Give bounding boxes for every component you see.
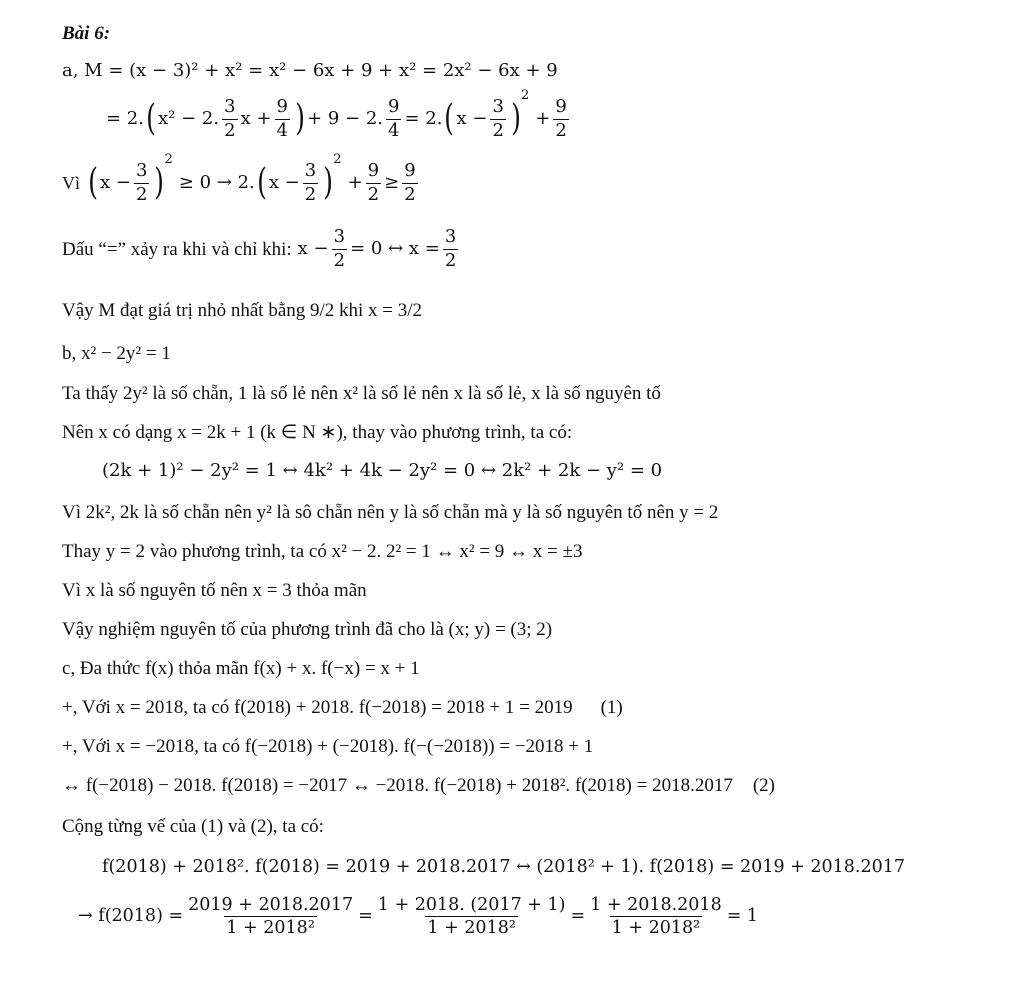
denominator: 2 xyxy=(304,183,317,205)
part-b-line-2: Ta thấy 2y² là số chẵn, 1 là số lẻ nên x² là số lẻ nên x là số lẻ, x là số nguyên tố xyxy=(62,383,661,404)
fraction xyxy=(366,162,381,205)
fraction xyxy=(186,896,355,938)
text: ≥ xyxy=(384,172,400,194)
denominator: 2 xyxy=(224,119,236,141)
numerator: 1 + 2018. (2017 + 1) xyxy=(377,895,566,915)
numerator: 9 xyxy=(367,160,380,181)
denominator: 2 xyxy=(333,249,346,271)
open-paren: ( xyxy=(256,162,267,204)
close-paren: ) xyxy=(511,98,521,140)
fraction xyxy=(588,896,724,938)
equation-tag-1: (1) xyxy=(600,697,623,718)
part-b-line-5: Vì 2k², 2k là số chẵn nên y² là sô chẵn nên y là số chẵn mà y là số nguyên tố nên y = 2 xyxy=(62,502,719,523)
part-a-line-2 xyxy=(106,87,572,141)
part-b-line-7: Vì x là số nguyên tố nên x = 3 thỏa mãn xyxy=(62,580,367,601)
text: = 2. xyxy=(106,108,144,130)
text: x − xyxy=(456,108,488,130)
fraction xyxy=(386,98,401,141)
close-paren: ) xyxy=(323,162,334,204)
numerator: 3 xyxy=(304,160,317,181)
equation-tag-2: (2) xyxy=(752,775,776,796)
denominator: 1 + 2018² xyxy=(226,918,315,939)
open-paren: ( xyxy=(146,98,156,140)
text: x − xyxy=(100,172,132,194)
part-c-line-5: Cộng từng vế của (1) và (2), ta có: xyxy=(62,816,324,837)
fraction xyxy=(275,98,290,141)
text: = 0 ↔ x = xyxy=(350,238,440,260)
exponent: 2 xyxy=(164,151,173,167)
close-paren: ) xyxy=(154,162,165,204)
text: + 9 − 2. xyxy=(307,108,383,130)
part-b-line-3: Nên x có dạng x = 2k + 1 (k ∈ N ∗), thay vào phương trình, ta có: xyxy=(62,422,573,443)
denominator: 4 xyxy=(276,119,288,141)
part-c-line-2 xyxy=(62,698,623,717)
part-c-final xyxy=(78,896,758,938)
denominator: 2 xyxy=(444,249,457,271)
numerator: 3 xyxy=(444,226,457,247)
numerator: 3 xyxy=(492,96,504,117)
fraction xyxy=(303,162,318,205)
exercise-title: Bài 6: xyxy=(62,23,111,44)
denominator: 2 xyxy=(555,119,567,141)
numerator: 3 xyxy=(136,160,148,181)
text: Dấu “=” xảy ra khi và chỉ khi: xyxy=(62,238,292,260)
fraction xyxy=(443,228,458,271)
part-c-line-3: +, Với x = −2018, ta có f(−2018) + (−2018). f(−(−2018)) = −2018 + 1 xyxy=(62,736,594,757)
numerator: 3 xyxy=(333,226,346,247)
fraction xyxy=(490,98,505,141)
text: ≥ 0 → 2. xyxy=(178,172,255,194)
numerator: 1 + 2018.2018 xyxy=(590,895,722,915)
exponent: 2 xyxy=(333,151,342,167)
fraction xyxy=(553,98,568,141)
fraction xyxy=(222,98,237,141)
part-a-conclusion: Vậy M đạt giá trị nhỏ nhất bằng 9/2 khi x = 3/2 xyxy=(62,300,423,321)
fraction xyxy=(402,162,417,205)
part-c-line-6: f(2018) + 2018². f(2018) = 2019 + 2018.2017 ↔ (2018² + 1). f(2018) = 2019 + 2018.2017 xyxy=(102,857,906,877)
numerator: 9 xyxy=(404,160,416,181)
numerator: 9 xyxy=(388,96,400,117)
text: → f(2018) = xyxy=(78,906,184,927)
part-b-conclusion: Vậy nghiệm nguyên tố của phương trình đã cho là (x; y) = (3; 2) xyxy=(62,619,553,640)
denominator: 2 xyxy=(404,183,416,205)
fraction xyxy=(376,896,568,938)
open-paren: ( xyxy=(88,162,98,204)
text: x − xyxy=(297,238,329,260)
text: x − xyxy=(268,172,300,194)
open-paren: ( xyxy=(444,98,455,140)
denominator: 4 xyxy=(388,119,400,141)
numerator: 9 xyxy=(555,96,567,117)
text: Vì xyxy=(62,173,80,194)
exponent: 2 xyxy=(520,87,530,103)
numerator: 2019 + 2018.2017 xyxy=(188,895,354,915)
close-paren: ) xyxy=(295,98,305,140)
denominator: 1 + 2018² xyxy=(427,918,516,939)
text: = 2. xyxy=(404,108,443,130)
denominator: 2 xyxy=(492,119,504,141)
part-b-line-6: Thay y = 2 vào phương trình, ta có x² − 2. 2² = 1 ↔ x² = 9 ↔ x = ±3 xyxy=(62,541,583,562)
text: x + xyxy=(240,108,272,130)
text: + xyxy=(347,172,363,194)
fraction xyxy=(332,228,347,271)
text: ↔ f(−2018) − 2018. f(2018) = −2017 ↔ −2018. f(−2018) + 2018². f(2018) = 2018.2017 xyxy=(62,775,733,796)
denominator: 2 xyxy=(367,183,380,205)
numerator: 9 xyxy=(276,96,288,117)
text: + xyxy=(535,108,551,130)
text: = 1 xyxy=(726,906,759,927)
part-a-line-1: a, M = (x − 3)² + x² = x² − 6x + 9 + x² = 2x² − 6x + 9 xyxy=(62,60,558,81)
text: +, Với x = 2018, ta có f(2018) + 2018. f(−2018) = 2018 + 1 = 2019 xyxy=(62,697,573,718)
part-a-line-4 xyxy=(62,228,461,271)
equals: = xyxy=(358,906,373,927)
denominator: 2 xyxy=(136,183,148,205)
text: x² − 2. xyxy=(158,108,220,130)
fraction xyxy=(134,162,149,205)
part-a-line-3 xyxy=(62,151,421,205)
part-b-line-4: (2k + 1)² − 2y² = 1 ↔ 4k² + 4k − 2y² = 0 ↔ 2k² + 2k − y² = 0 xyxy=(102,460,663,481)
numerator: 3 xyxy=(224,96,236,117)
part-c-line-1: c, Đa thức f(x) thỏa mãn f(x) + x. f(−x) = x + 1 xyxy=(62,658,420,679)
equals: = xyxy=(570,906,586,927)
part-b-line-1: b, x² − 2y² = 1 xyxy=(62,343,171,364)
denominator: 1 + 2018² xyxy=(611,918,701,939)
part-c-line-4 xyxy=(62,776,775,795)
